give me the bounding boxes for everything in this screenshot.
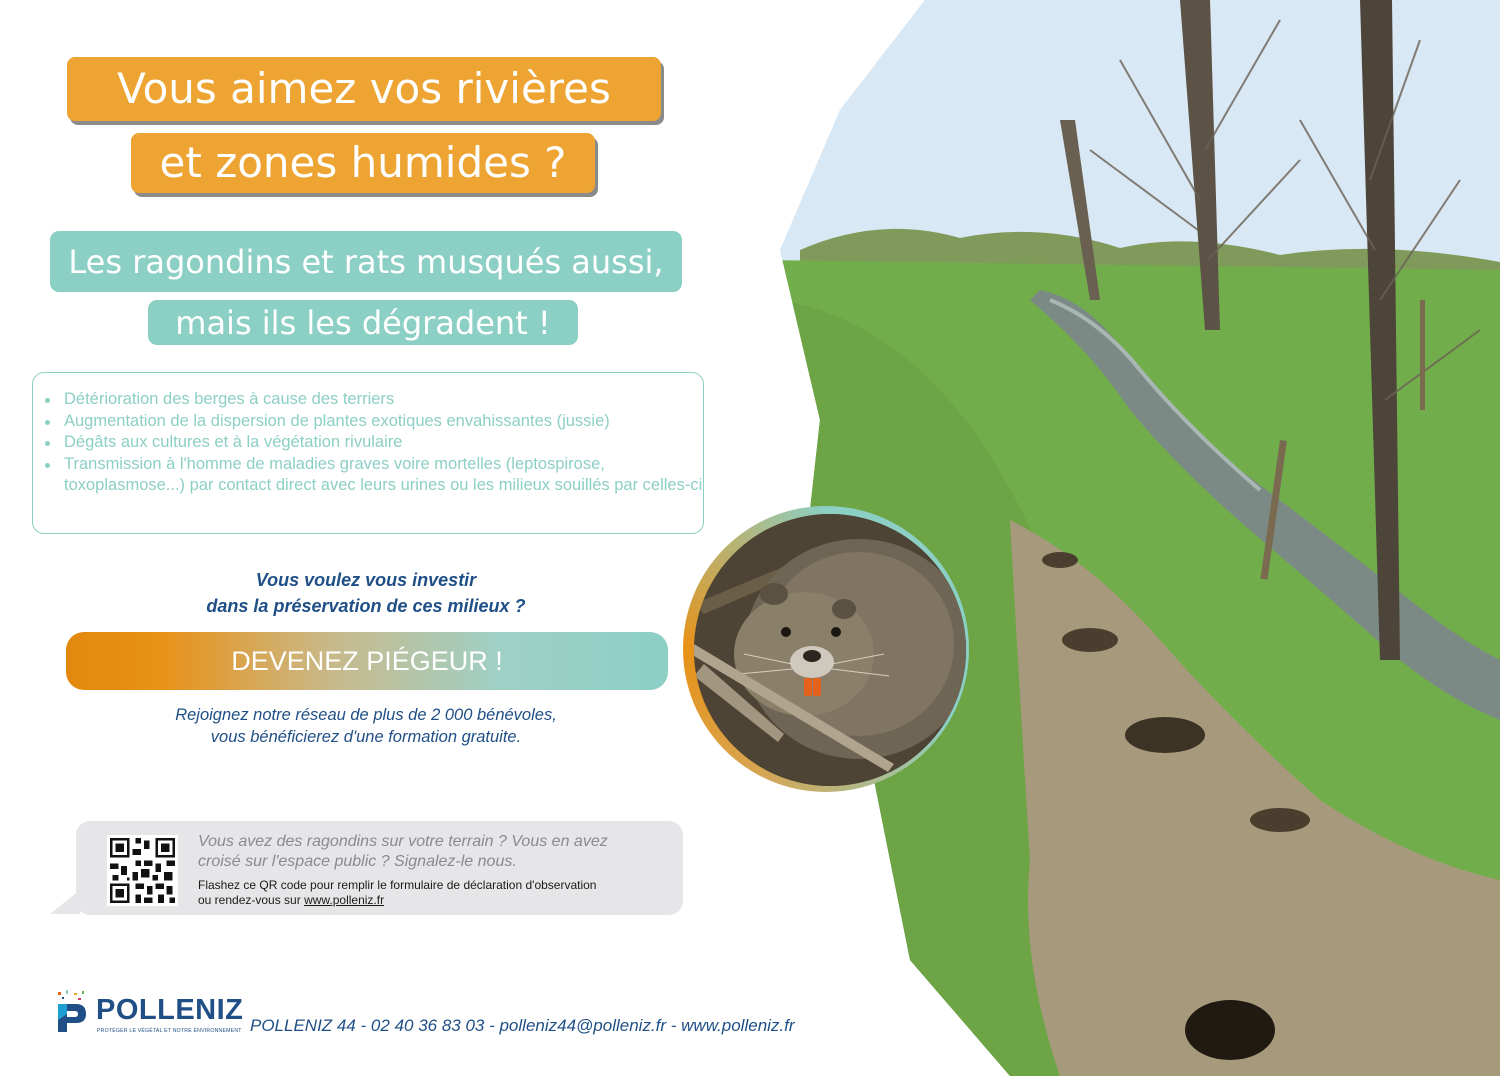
polleniz-website-link[interactable]: www.polleniz.fr xyxy=(304,893,385,907)
join-line-1: Rejoignez notre réseau de plus de 2 000 bénévoles, xyxy=(175,706,557,724)
contact-line: POLLENIZ 44 - 02 40 36 83 03 - polleniz44@polleniz.fr - www.polleniz.fr xyxy=(250,1016,795,1035)
question-line-2: dans la préservation de ces milieux ? xyxy=(206,596,526,616)
qr-code-pattern xyxy=(107,835,178,906)
impact-item: Augmentation de la dispersion de plantes exotiques envahissantes (jussie) xyxy=(64,411,703,433)
nutria-illustration xyxy=(694,514,966,786)
report-prompt xyxy=(198,832,668,872)
title-line-1: Vous aimez vos rivières xyxy=(67,57,661,121)
subtitle-line-2: mais ils les dégradent ! xyxy=(148,300,578,345)
join-line-2: vous bénéficierez d'une formation gratuite. xyxy=(210,728,522,746)
qr-code-icon[interactable] xyxy=(107,835,178,906)
become-trapper-button[interactable]: DEVENEZ PIÉGEUR ! xyxy=(66,632,668,690)
polleniz-logo-mark xyxy=(54,990,90,1032)
impact-item: Dégâts aux cultures et à la végétation rivulaire xyxy=(64,432,703,454)
report-small-line-1: Flashez ce QR code pour remplir le formulaire de déclaration d'observation xyxy=(198,878,597,892)
join-network-text xyxy=(66,704,666,748)
impacts-box xyxy=(32,372,704,534)
report-instructions xyxy=(198,878,668,908)
report-line-2: croisé sur l'espace public ? Signalez-le nous. xyxy=(198,853,517,870)
polleniz-logo-icon xyxy=(54,990,90,1032)
engagement-question xyxy=(66,567,666,619)
question-line-1: Vous voulez vous investir xyxy=(255,570,477,590)
impact-item: Transmission à l'homme de maladies graves voire mortelles (leptospirose, toxoplasmose...) par contact direct avec leurs urines ou les milieux souillés par celles-ci xyxy=(64,454,704,497)
impacts-list xyxy=(33,373,703,497)
nutria-photo xyxy=(694,514,966,786)
subtitle-line-1: Les ragondins et rats musqués aussi, xyxy=(50,231,682,292)
report-line-1: Vous avez des ragondins sur votre terrain ? Vous en avez xyxy=(198,833,608,850)
polleniz-logo-tagline: PROTÉGER LE VÉGÉTAL ET NOTRE ENVIRONNEMENT xyxy=(97,1028,242,1034)
polleniz-logo-text: POLLENIZ xyxy=(96,994,244,1026)
report-small-prefix: ou rendez-vous sur xyxy=(198,893,305,907)
report-small-line-2 xyxy=(198,893,668,908)
impact-item: Détérioration des berges à cause des terriers xyxy=(64,389,703,411)
title-line-2: et zones humides ? xyxy=(131,133,595,193)
